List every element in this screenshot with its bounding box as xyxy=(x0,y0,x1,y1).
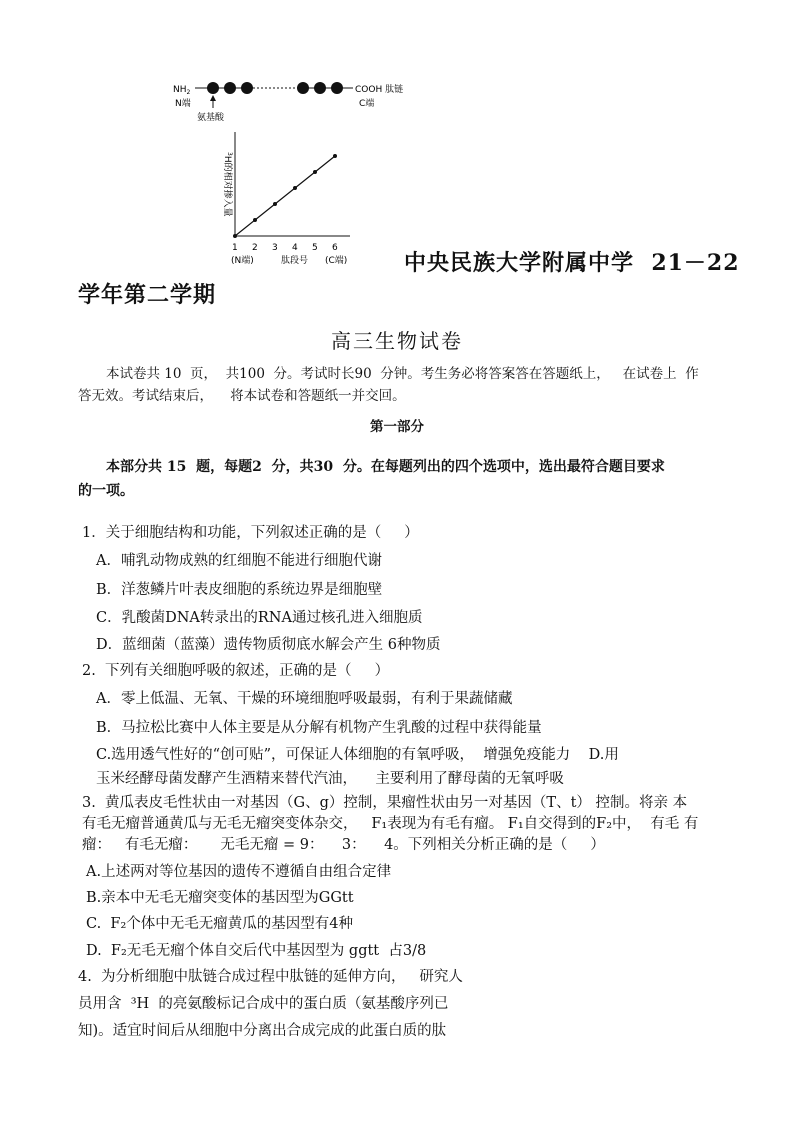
amino-acid-ball xyxy=(224,82,236,94)
x-tick-label: 4 xyxy=(292,243,298,253)
intro-line1: 本试卷共 10 页， 共100 分。考试时长90 分钟。考生务必将答案答在答题纸上， 在试卷上 作 xyxy=(106,366,699,382)
q1-option-a: A．哺乳动物成熟的红细胞不能进行细胞代谢 xyxy=(96,553,382,569)
x-axis-label: 肽段号 xyxy=(281,256,309,266)
q3-line1: 3. 黄瓜表皮毛性状由一对基因（G、g）控制，果瘤性状由另一对基因（T、t） 控制。将亲 本 xyxy=(82,795,688,811)
q2-option-b: B．马拉松比赛中人体主要是从分解有机物产生乳酸的过程中获得能量 xyxy=(96,720,542,736)
series-line xyxy=(233,154,337,238)
q2-option-a: A．零上低温、无氧、干燥的环境细胞呼吸最弱，有利于果蔬储藏 xyxy=(96,691,513,707)
chain-n-end-label: N端 xyxy=(175,99,191,109)
amino-acid-label: 氨基酸 xyxy=(197,113,225,123)
intro-line2: 答无效。考试结束后， 将本试卷和答题纸一并交回。 xyxy=(78,388,406,404)
q3-option-a: A.上述两对等位基因的遗传不遵循自由组合定律 xyxy=(86,864,392,880)
q2-option-c: C.选用透气性好的“创可贴”，可保证人体细胞的有氧呼吸， 增强免疫能力 D.用 xyxy=(96,747,619,763)
x-tick-label: 6 xyxy=(332,243,338,253)
data-point xyxy=(313,170,317,174)
school-name-line2: 学年第二学期 xyxy=(78,282,217,308)
x-tick-label: 5 xyxy=(312,243,318,253)
q3-line3: 瘤： 有毛无瘤： 无毛无瘤 = 9： 3： 4。下列相关分析正确的是（ ） xyxy=(82,837,605,853)
q3-option-c: C. F₂个体中无毛无瘤黄瓜的基因型有4种 xyxy=(86,916,354,932)
data-point xyxy=(233,234,237,238)
x-tick-label: 1 xyxy=(232,243,238,253)
q3-option-b: B.亲本中无毛无瘤突变体的基因型为GGtt xyxy=(86,890,354,906)
q1-stem: 1．关于细胞结构和功能，下列叙述正确的是（ ） xyxy=(82,525,419,541)
part1-instruction-line1: 本部分共 15 题，每题2 分，共30 分。在每题列出的四个选项中，选出最符合题目要求 xyxy=(106,459,665,475)
data-point xyxy=(253,218,257,222)
data-point xyxy=(293,186,297,190)
chain-cooh-label: COOH 肽链 xyxy=(355,85,404,95)
x-tick-label: 3 xyxy=(272,243,278,253)
peptide-figure xyxy=(165,74,415,274)
x-note-n-end: (N端) xyxy=(231,256,254,266)
data-point xyxy=(333,154,337,158)
amino-acid-ball xyxy=(331,82,343,94)
data-point xyxy=(273,202,277,206)
x-tick-label: 2 xyxy=(252,243,258,253)
x-tick-labels xyxy=(232,243,338,253)
chain-nh2-label: $NH_2$ xyxy=(173,85,191,96)
q2-option-d: 玉米经酵母菌发酵产生酒精来替代汽油， 主要利用了酵母菌的无氧呼吸 xyxy=(96,771,564,787)
x-note-c-end: (C端) xyxy=(325,256,348,266)
series-path xyxy=(235,156,335,236)
q4-line1: 4. 为分析细胞中肽链合成过程中肽链的延伸方向， 研究人 xyxy=(78,969,463,985)
part1-heading: 第一部分 xyxy=(370,419,424,435)
chain-c-end-label: C端 xyxy=(359,99,375,109)
q1-option-c: C．乳酸菌DNA转录出的RNA通过核孔进入细胞质 xyxy=(96,610,423,626)
amino-acid-ball xyxy=(207,82,219,94)
amino-acid-ball xyxy=(241,82,253,94)
q3-line2: 有毛无瘤普通黄瓜与无毛无瘤突变体杂交， F₁表现为有毛有瘤。 F₁自交得到的F₂中， 有毛 有 xyxy=(82,816,699,832)
q1-option-d: D．蓝细菌（蓝藻）遗传物质彻底水解会产生 6种物质 xyxy=(96,637,441,653)
q4-line2: 员用含 ³H 的亮氨酸标记合成中的蛋白质（氨基酸序列已 xyxy=(78,996,449,1012)
q2-stem: 2. 下列有关细胞呼吸的叙述，正确的是（ ） xyxy=(82,663,390,679)
exam-title: 高三生物试卷 xyxy=(331,329,463,353)
amino-arrow-head xyxy=(210,95,216,101)
school-name-line1: 中央民族大学附属中学 21－22 xyxy=(404,250,740,276)
q4-line3: 知)。适宜时间后从细胞中分离出合成完成的此蛋白质的肽 xyxy=(78,1023,447,1039)
amino-acid-ball xyxy=(297,82,309,94)
part1-instruction-line2: 的一项。 xyxy=(78,483,134,499)
amino-acid-ball xyxy=(314,82,326,94)
q3-option-d: D. F₂无毛无瘤个体自交后代中基因型为 ggtt 占3/8 xyxy=(86,943,427,959)
q1-option-b: B．洋葱鳞片叶表皮细胞的系统边界是细胞壁 xyxy=(96,582,383,598)
y-axis-label: $^3$H的相对掺入量 xyxy=(222,152,233,217)
